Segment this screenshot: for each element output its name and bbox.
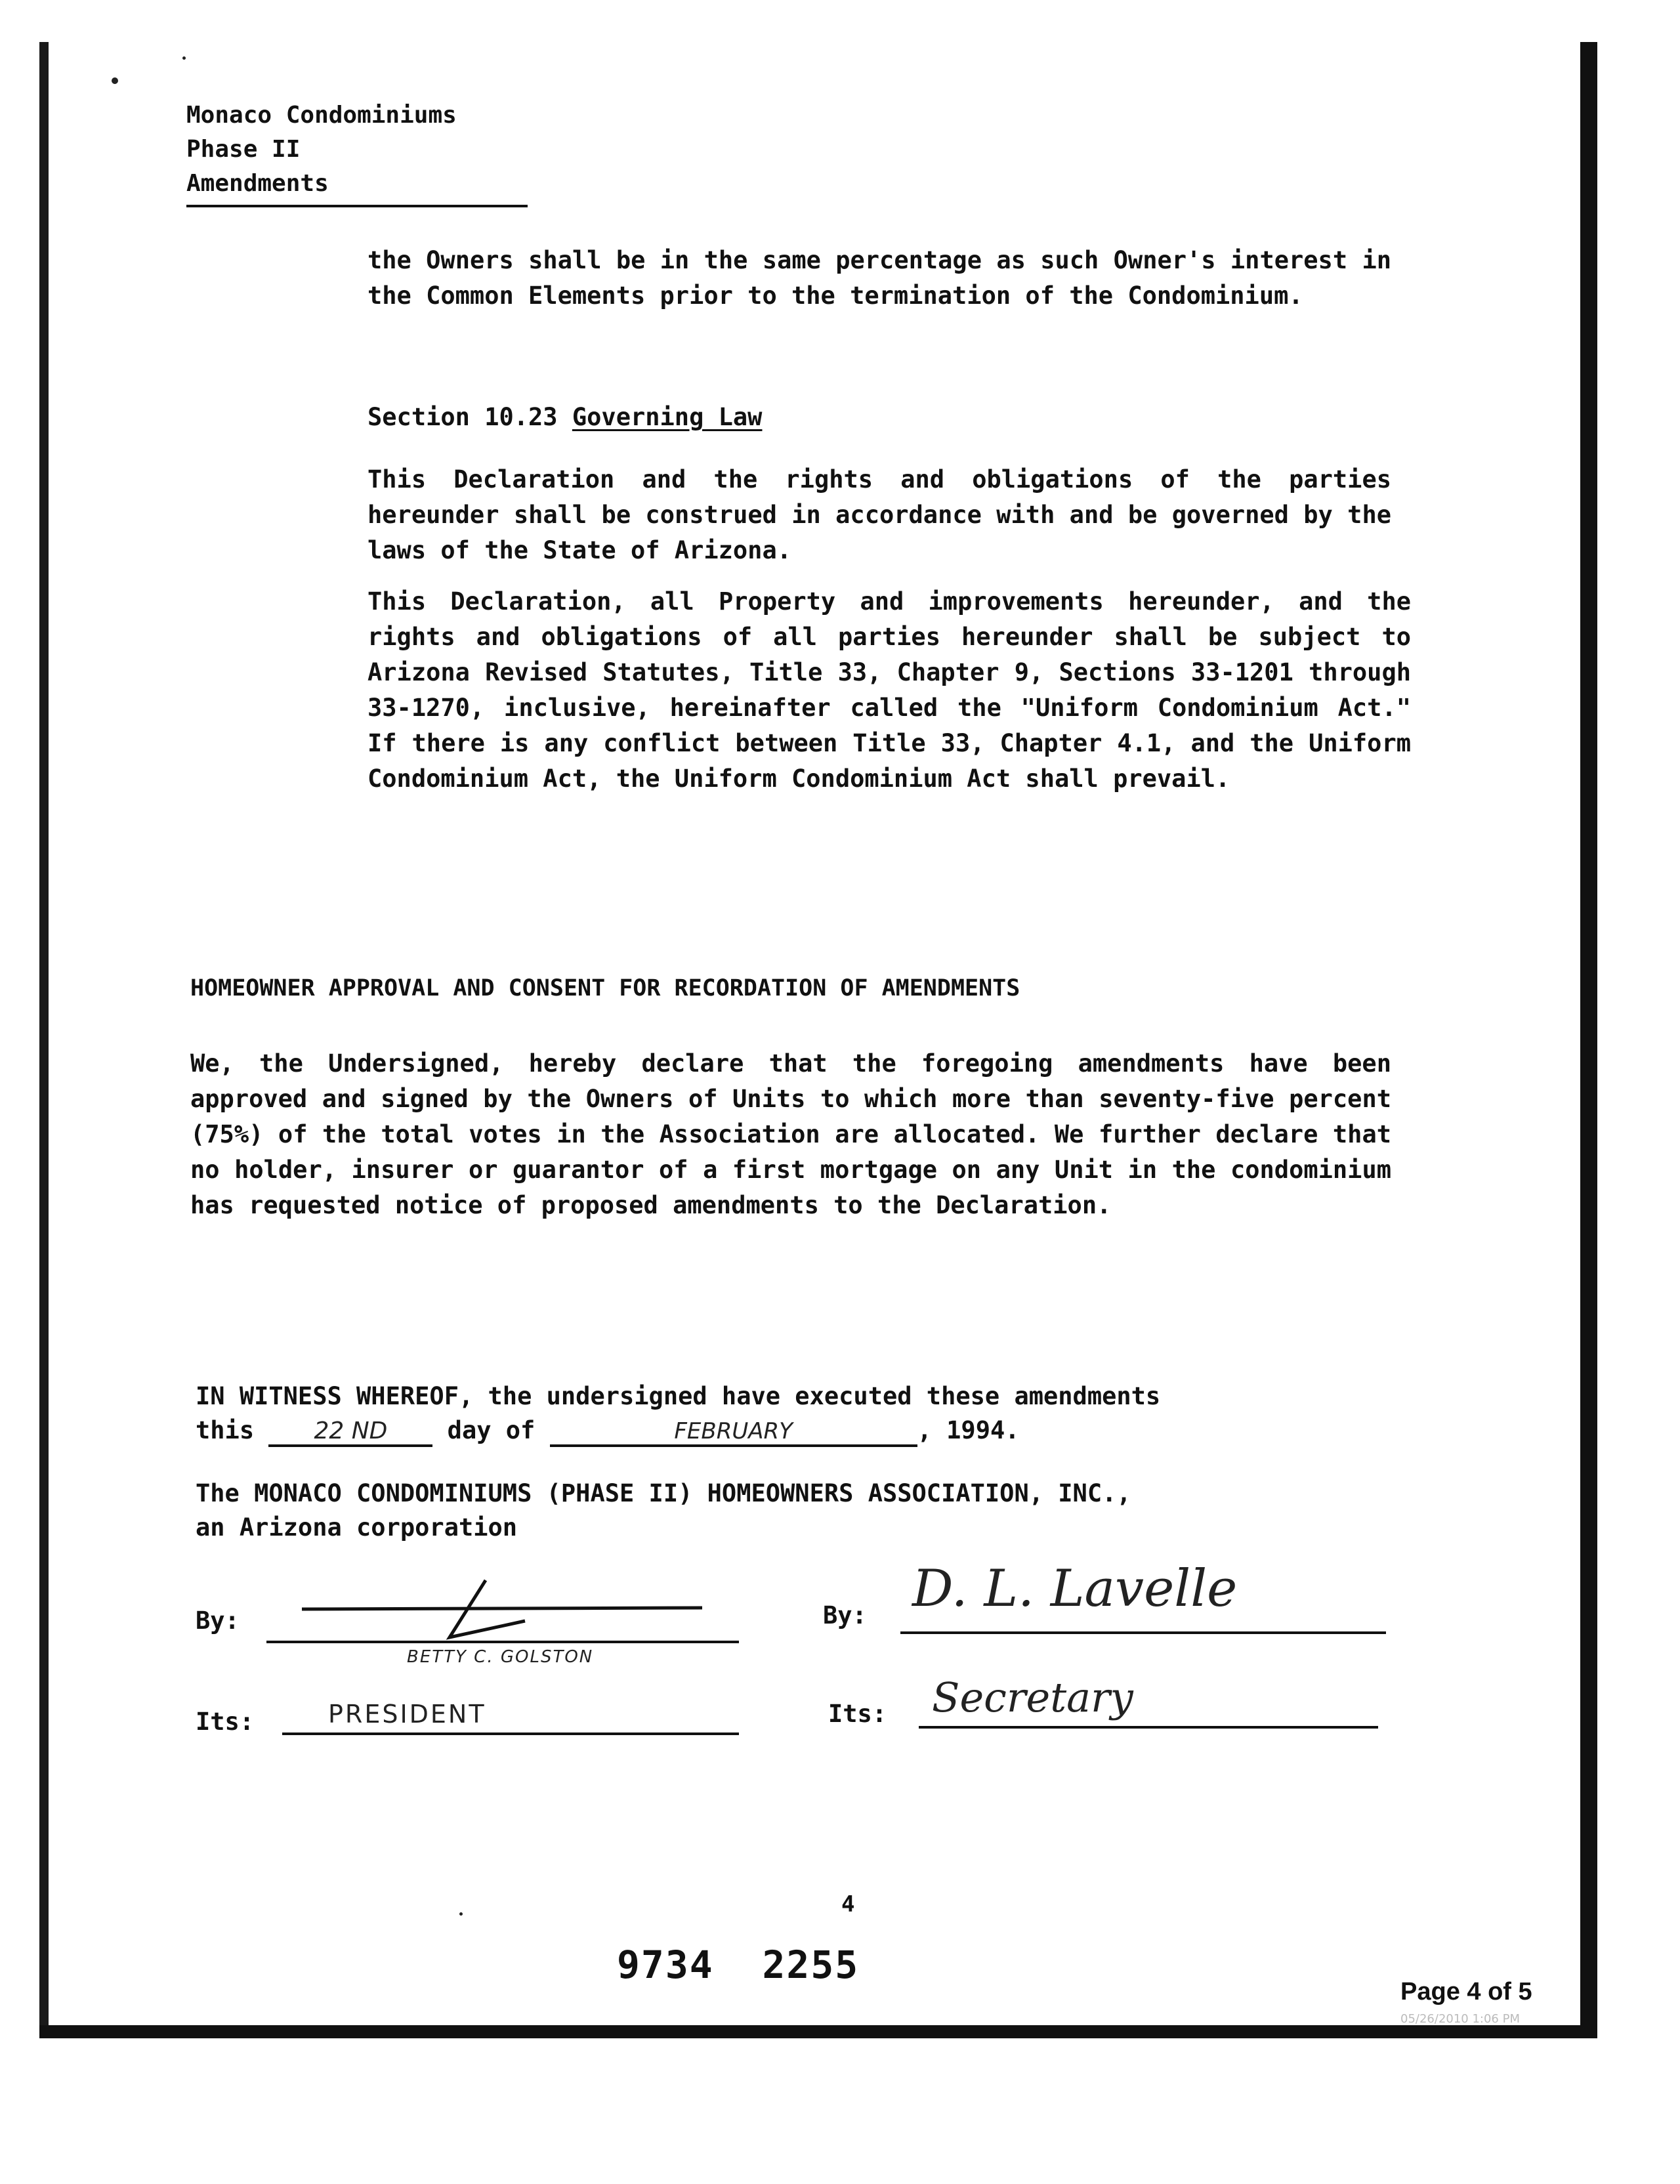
left-by-line (266, 1641, 739, 1643)
scan-speck (112, 77, 118, 84)
left-its-line (282, 1732, 739, 1735)
section-number: Section 10.23 (368, 403, 558, 431)
right-by-label: By: (823, 1601, 867, 1629)
approval-heading: HOMEOWNER APPROVAL AND CONSENT FOR RECORDATION OF AMENDMENTS (190, 975, 1020, 1001)
recording-stamp: 9734 2255 (617, 1942, 860, 1987)
right-its-line (919, 1726, 1378, 1729)
document-header (186, 98, 457, 201)
header-rule (186, 205, 528, 207)
witness-line-1: IN WITNESS WHEREOF, the undersigned have executed these amendments (196, 1382, 1161, 1410)
witness-year: , 1994. (917, 1416, 1020, 1444)
witness-line-2 (196, 1416, 1020, 1447)
month-field: FEBRUARY (550, 1418, 917, 1447)
scan-border-left (39, 42, 49, 2037)
header-line: Phase II (186, 136, 301, 163)
section-title: Governing Law (572, 403, 763, 431)
approval-paragraph: We, the Undersigned, hereby declare that the foregoing amendments have been approved and signed by the Owners of Units to which more than seventy-five percent (75%) of the total votes in the Association are allocated. We further declare that no holder, insurer or guarantor of a first mortgage on any Unit in the condominium has requested notice of proposed amendments to the Declaration. (190, 1049, 1391, 1219)
right-title: Secretary (932, 1673, 1133, 1721)
right-its-label: Its: (828, 1700, 887, 1728)
header-line: Monaco Condominiums (186, 102, 457, 129)
left-printed-name: BETTY C. GOLSTON (407, 1647, 594, 1667)
page-of-label: Page 4 of 5 (1400, 1978, 1532, 2006)
association-line-1: The MONACO CONDOMINIUMS (PHASE II) HOMEOWNERS ASSOCIATION, INC., (196, 1479, 1131, 1507)
left-its-label: Its: (196, 1708, 255, 1736)
scan-border-right (1580, 42, 1597, 2037)
governing-law-paragraph-1: This Declaration and the rights and obligations of the parties hereunder shall be construed in accordance with and be governed by the laws of the State of Arizona. (368, 465, 1391, 564)
right-signature: D. L. Lavelle (912, 1559, 1238, 1618)
governing-law-paragraph-2: This Declaration, all Property and improvements hereunder, and the rights and obligations of all parties hereunder shall be subject to Arizona Revised Statutes, Title 33, Chapter 9, Sections 33-1201 through 33-1270, inclusive, hereinafter called the "Uniform Condominium Act." If there is any conflict between Title 33, Chapter 4.1, and the Uniform Condominium Act, the Uniform Condominium Act shall prevail. (368, 587, 1411, 793)
section-heading (368, 403, 762, 431)
page-number: 4 (841, 1891, 855, 1918)
header-line: Amendments (186, 170, 329, 197)
witness-day-of: day of (447, 1416, 536, 1444)
day-field: 22 ND (268, 1418, 432, 1447)
left-title: PRESIDENT (328, 1700, 486, 1729)
association-line-2: an Arizona corporation (196, 1513, 518, 1542)
intro-paragraph: the Owners shall be in the same percentage as such Owner's interest in the Common Elements prior to the termination of the Condominium. (368, 246, 1391, 310)
left-by-label: By: (196, 1606, 240, 1635)
right-by-line (900, 1631, 1386, 1634)
scan-speck (182, 56, 186, 60)
witness-this: this (196, 1416, 255, 1444)
print-timestamp: 05/26/2010 1:06 PM (1400, 2012, 1520, 2026)
scan-border-bottom (39, 2025, 1597, 2038)
scan-speck (459, 1912, 463, 1916)
